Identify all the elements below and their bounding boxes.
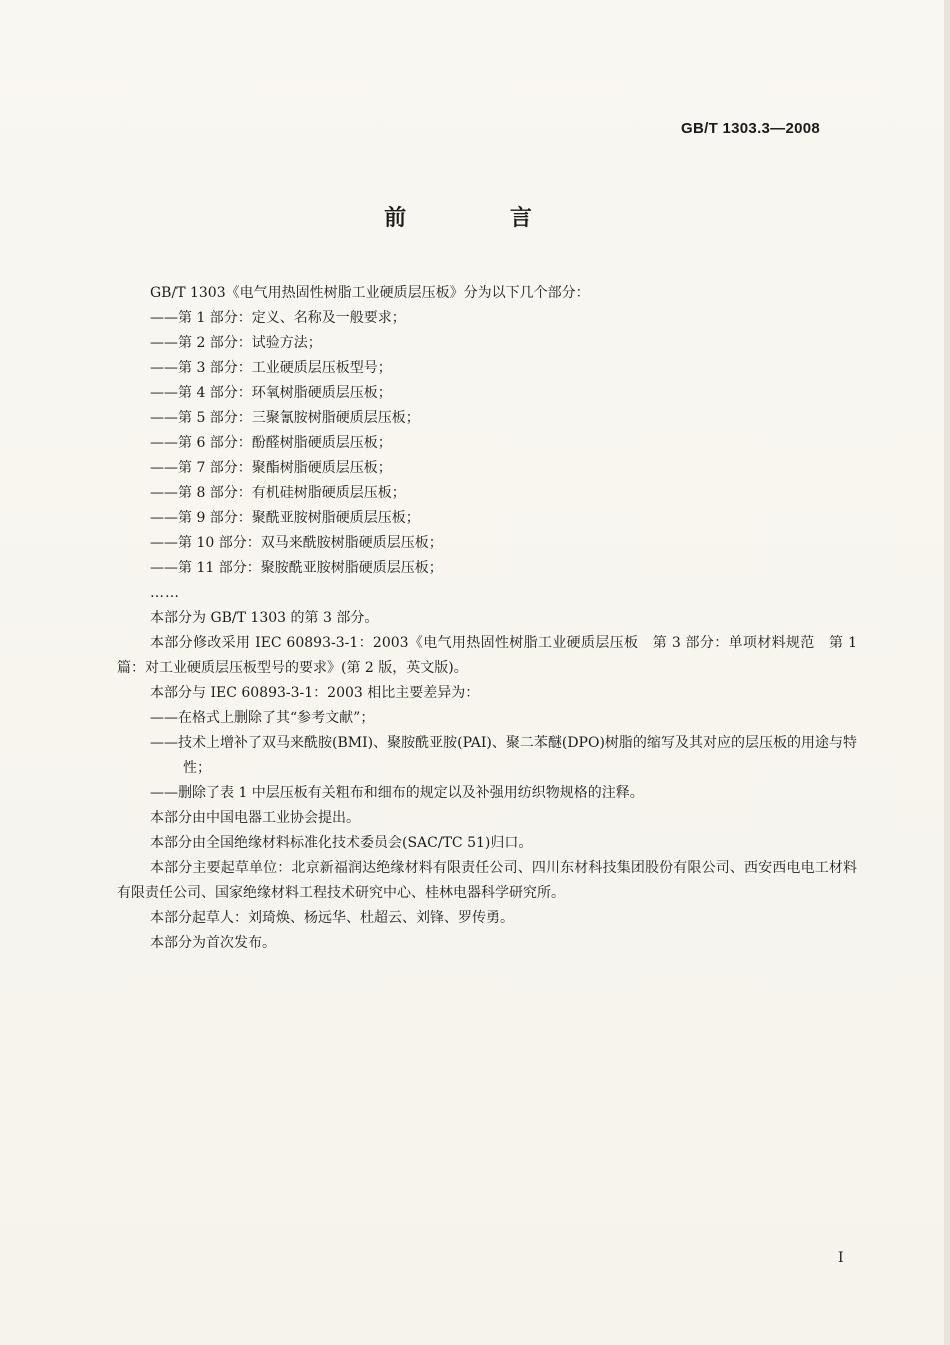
list-item: ——删除了表 1 中层压板有关粗布和细布的规定以及补强用纺织物规格的注释。 xyxy=(150,785,644,801)
paragraph: 本部分主要起草单位：北京新福润达绝缘材料有限责任公司、四川东材科技集团股份有限公司、西安西电电工材料有限责任公司、国家绝缘材料工程技术研究中心、桂林电器科学研究所。 xyxy=(117,860,857,901)
list-item: ——技术上增补了双马来酰胺(BMI)、聚胺酰亚胺(PAI)、聚二苯醚(DPO)树脂的缩写及其对应的层压板的用途与特性； xyxy=(150,735,857,776)
list-item: ——第 5 部分：三聚氰胺树脂硬质层压板； xyxy=(150,410,420,426)
list-item: ——第 1 部分：定义、名称及一般要求； xyxy=(150,310,406,326)
page-number: I xyxy=(838,1250,844,1266)
standard-number: GB/T 1303.3—2008 xyxy=(681,120,821,137)
page-title: 前 言 xyxy=(384,206,580,231)
list-item: ——第 9 部分：聚酰亚胺树脂硬质层压板； xyxy=(150,510,420,526)
paragraph: 本部分起草人：刘琦焕、杨远华、杜超云、刘锋、罗传勇。 xyxy=(150,910,514,926)
list-item: ——第 11 部分：聚胺酰亚胺树脂硬质层压板； xyxy=(150,560,443,576)
list-item: ——第 6 部分：酚醛树脂硬质层压板； xyxy=(150,435,392,451)
paragraph: 本部分为首次发布。 xyxy=(150,935,276,951)
list-item: ——第 2 部分：试验方法； xyxy=(150,335,322,351)
paragraph: GB/T 1303《电气用热固性树脂工业硬质层压板》分为以下几个部分： xyxy=(150,285,590,301)
foreword-body xyxy=(117,281,857,956)
paragraph: 本部分修改采用 IEC 60893-3-1：2003《电气用热固性树脂工业硬质层压板 第 3 部分：单项材料规范 第 1 篇：对工业硬质层压板型号的要求》(第 2 版，英文版)。 xyxy=(117,635,857,676)
list-item: ——第 3 部分：工业硬质层压板型号； xyxy=(150,360,392,376)
paragraph: 本部分为 GB/T 1303 的第 3 部分。 xyxy=(150,610,379,626)
paragraph: 本部分由全国绝缘材料标准化技术委员会(SAC/TC 51)归口。 xyxy=(150,835,533,851)
paragraph: 本部分与 IEC 60893-3-1：2003 相比主要差异为： xyxy=(150,685,480,701)
list-item: ——第 4 部分：环氧树脂硬质层压板； xyxy=(150,385,392,401)
list-item: ——第 7 部分：聚酯树脂硬质层压板； xyxy=(150,460,392,476)
list-ellipsis: …… xyxy=(150,585,180,601)
list-item: ——第 10 部分：双马来酰胺树脂硬质层压板； xyxy=(150,535,443,551)
list-item: ——第 8 部分：有机硅树脂硬质层压板； xyxy=(150,485,406,501)
list-item: ——在格式上删除了其“参考文献”； xyxy=(150,710,375,726)
paragraph: 本部分由中国电器工业协会提出。 xyxy=(150,810,360,826)
